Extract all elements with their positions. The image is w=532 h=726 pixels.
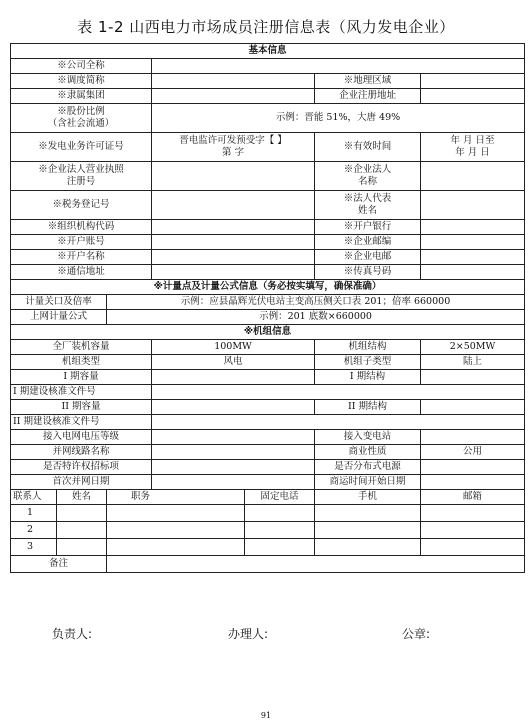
group-field[interactable]	[152, 89, 315, 104]
contact-row-index: 1	[11, 505, 57, 522]
contacts-header-name: 姓名	[57, 490, 107, 505]
unit-subtype-field[interactable]: 陆上	[421, 355, 525, 370]
company-name-field[interactable]	[152, 59, 525, 74]
valid-period-field[interactable]: 年 月 日至 年 月 日	[421, 133, 525, 162]
contact-title-field[interactable]	[107, 522, 245, 539]
contacts-header-mobile: 手机	[315, 490, 421, 505]
contact-email-field[interactable]	[421, 539, 525, 556]
first-grid-date-label: 首次并网日期	[11, 475, 152, 490]
phase2-structure-field[interactable]	[421, 400, 525, 415]
tax-reg-field[interactable]	[152, 191, 315, 220]
contacts-header-phone: 固定电话	[245, 490, 315, 505]
tax-reg-label: ※税务登记号	[11, 191, 152, 220]
metering-formula-field[interactable]: 示例：201 底数×660000	[107, 310, 525, 325]
legal-rep-label: ※法人代表 姓名	[315, 191, 421, 220]
phase2-structure-label: II 期结构	[315, 400, 421, 415]
metering-formula-label: 上网计量公式	[11, 310, 107, 325]
phase2-approval-label: II 期建设核准文件号	[11, 415, 152, 430]
bank-field[interactable]	[421, 220, 525, 235]
address-field[interactable]	[152, 265, 315, 280]
business-license-field[interactable]	[152, 162, 315, 191]
voltage-label: 接入电网电压等级	[11, 430, 152, 445]
share-ratio-field[interactable]: 示例：晋能 51%，大唐 49%	[152, 104, 525, 133]
legal-name-label: ※企业法人 名称	[315, 162, 421, 191]
reg-address-label: 企业注册地址	[315, 89, 421, 104]
line-name-label: 并网线路名称	[11, 445, 152, 460]
registration-form-table	[10, 43, 525, 573]
share-ratio-label: ※股份比例 （含社会流通）	[11, 104, 152, 133]
license-accept-field[interactable]: 晋电监许可发预受字【 】 第 字	[152, 133, 315, 162]
license-item-label: 是否特许权招标项	[11, 460, 152, 475]
contacts-header-title: 职务	[107, 490, 245, 505]
phase1-structure-field[interactable]	[421, 370, 525, 385]
bank-label: ※开户银行	[315, 220, 421, 235]
seal-label: 公章:	[402, 627, 431, 641]
account-name-field[interactable]	[152, 250, 315, 265]
contacts-header-contact: 联系人	[11, 490, 57, 505]
company-name-label: ※公司全称	[11, 59, 152, 74]
contact-title-field[interactable]	[107, 539, 245, 556]
account-no-label: ※开户账号	[11, 235, 152, 250]
capacity-label: 全厂装机容量	[11, 340, 152, 355]
distributed-label: 是否分布式电源	[315, 460, 421, 475]
nature-label: 商业性质	[315, 445, 421, 460]
phase2-approval-field[interactable]	[152, 415, 525, 430]
contact-phone-field[interactable]	[245, 539, 315, 556]
business-license-label: ※企业法人营业执照 注册号	[11, 162, 152, 191]
email-field[interactable]	[421, 250, 525, 265]
account-no-field[interactable]	[152, 235, 315, 250]
contact-row-index: 3	[11, 539, 57, 556]
legal-rep-field[interactable]	[421, 191, 525, 220]
unit-type-label: 机组类型	[11, 355, 152, 370]
handler-signature-label: 办理人:	[228, 627, 269, 641]
org-code-field[interactable]	[152, 220, 315, 235]
org-code-label: ※组织机构代码	[11, 220, 152, 235]
valid-period-label: ※有效时间	[315, 133, 421, 162]
phase2-capacity-field[interactable]	[152, 400, 315, 415]
postcode-label: ※企业邮编	[315, 235, 421, 250]
document-title: 表 1-2 山西电力市场成员注册信息表（风力发电企业）	[77, 18, 455, 36]
contact-mobile-field[interactable]	[315, 522, 421, 539]
unit-type-field[interactable]: 风电	[152, 355, 315, 370]
contact-mobile-field[interactable]	[315, 539, 421, 556]
region-field[interactable]	[421, 74, 525, 89]
reg-address-field[interactable]	[421, 89, 525, 104]
contact-phone-field[interactable]	[245, 522, 315, 539]
contact-email-field[interactable]	[421, 505, 525, 522]
address-label: ※通信地址	[11, 265, 152, 280]
structure-label: 机组结构	[315, 340, 421, 355]
dispatch-short-field[interactable]	[152, 74, 315, 89]
commercial-date-label: 商运时间开始日期	[315, 475, 421, 490]
phase1-structure-label: I 期结构	[315, 370, 421, 385]
metering-gate-label: 计量关口及倍率	[11, 295, 107, 310]
email-label: ※企业电邮	[315, 250, 421, 265]
license-item-field[interactable]	[152, 460, 315, 475]
unit-subtype-label: 机组子类型	[315, 355, 421, 370]
remarks-label: 备注	[11, 556, 107, 573]
distributed-field[interactable]	[421, 460, 525, 475]
legal-name-field[interactable]	[421, 162, 525, 191]
contact-row-index: 2	[11, 522, 57, 539]
voltage-field[interactable]	[152, 430, 315, 445]
contact-name-field[interactable]	[57, 522, 107, 539]
phase1-capacity-label: I 期容量	[11, 370, 152, 385]
contact-phone-field[interactable]	[245, 505, 315, 522]
first-grid-date-field[interactable]	[152, 475, 315, 490]
phase2-capacity-label: II 期容量	[11, 400, 152, 415]
nature-field[interactable]: 公用	[421, 445, 525, 460]
dispatch-short-label: ※调度简称	[11, 74, 152, 89]
contacts-header-email: 邮箱	[421, 490, 525, 505]
postcode-field[interactable]	[421, 235, 525, 250]
line-name-field[interactable]	[152, 445, 315, 460]
gen-license-label: ※发电业务许可证号	[11, 133, 152, 162]
group-label: ※隶属集团	[11, 89, 152, 104]
fax-field[interactable]	[421, 265, 525, 280]
phase1-capacity-field[interactable]	[152, 370, 315, 385]
account-name-label: ※开户名称	[11, 250, 152, 265]
substation-field[interactable]	[421, 430, 525, 445]
phase1-approval-field[interactable]	[152, 385, 525, 400]
contact-name-field[interactable]	[57, 505, 107, 522]
responsible-signature-label: 负责人:	[52, 627, 93, 641]
section-units: ※机组信息	[11, 325, 525, 340]
substation-label: 接入变电站	[315, 430, 421, 445]
region-label: ※地理区域	[315, 74, 421, 89]
metering-gate-field[interactable]: 示例：应县晶辉光伏电站主变高压侧关口表 201；倍率 660000	[107, 295, 525, 310]
capacity-field[interactable]: 100MW	[152, 340, 315, 355]
commercial-date-field[interactable]	[421, 475, 525, 490]
section-metering: ※计量点及计量公式信息（务必按实填写，确保准确）	[11, 280, 525, 295]
page-number: 91	[260, 711, 272, 720]
phase1-approval-label: I 期建设核准文件号	[11, 385, 152, 400]
section-basic-info: 基本信息	[11, 44, 525, 59]
contact-title-field[interactable]	[107, 505, 245, 522]
structure-field[interactable]: 2×50MW	[421, 340, 525, 355]
contact-email-field[interactable]	[421, 522, 525, 539]
remarks-field[interactable]	[107, 556, 525, 573]
fax-label: ※传真号码	[315, 265, 421, 280]
contact-mobile-field[interactable]	[315, 505, 421, 522]
contact-name-field[interactable]	[57, 539, 107, 556]
